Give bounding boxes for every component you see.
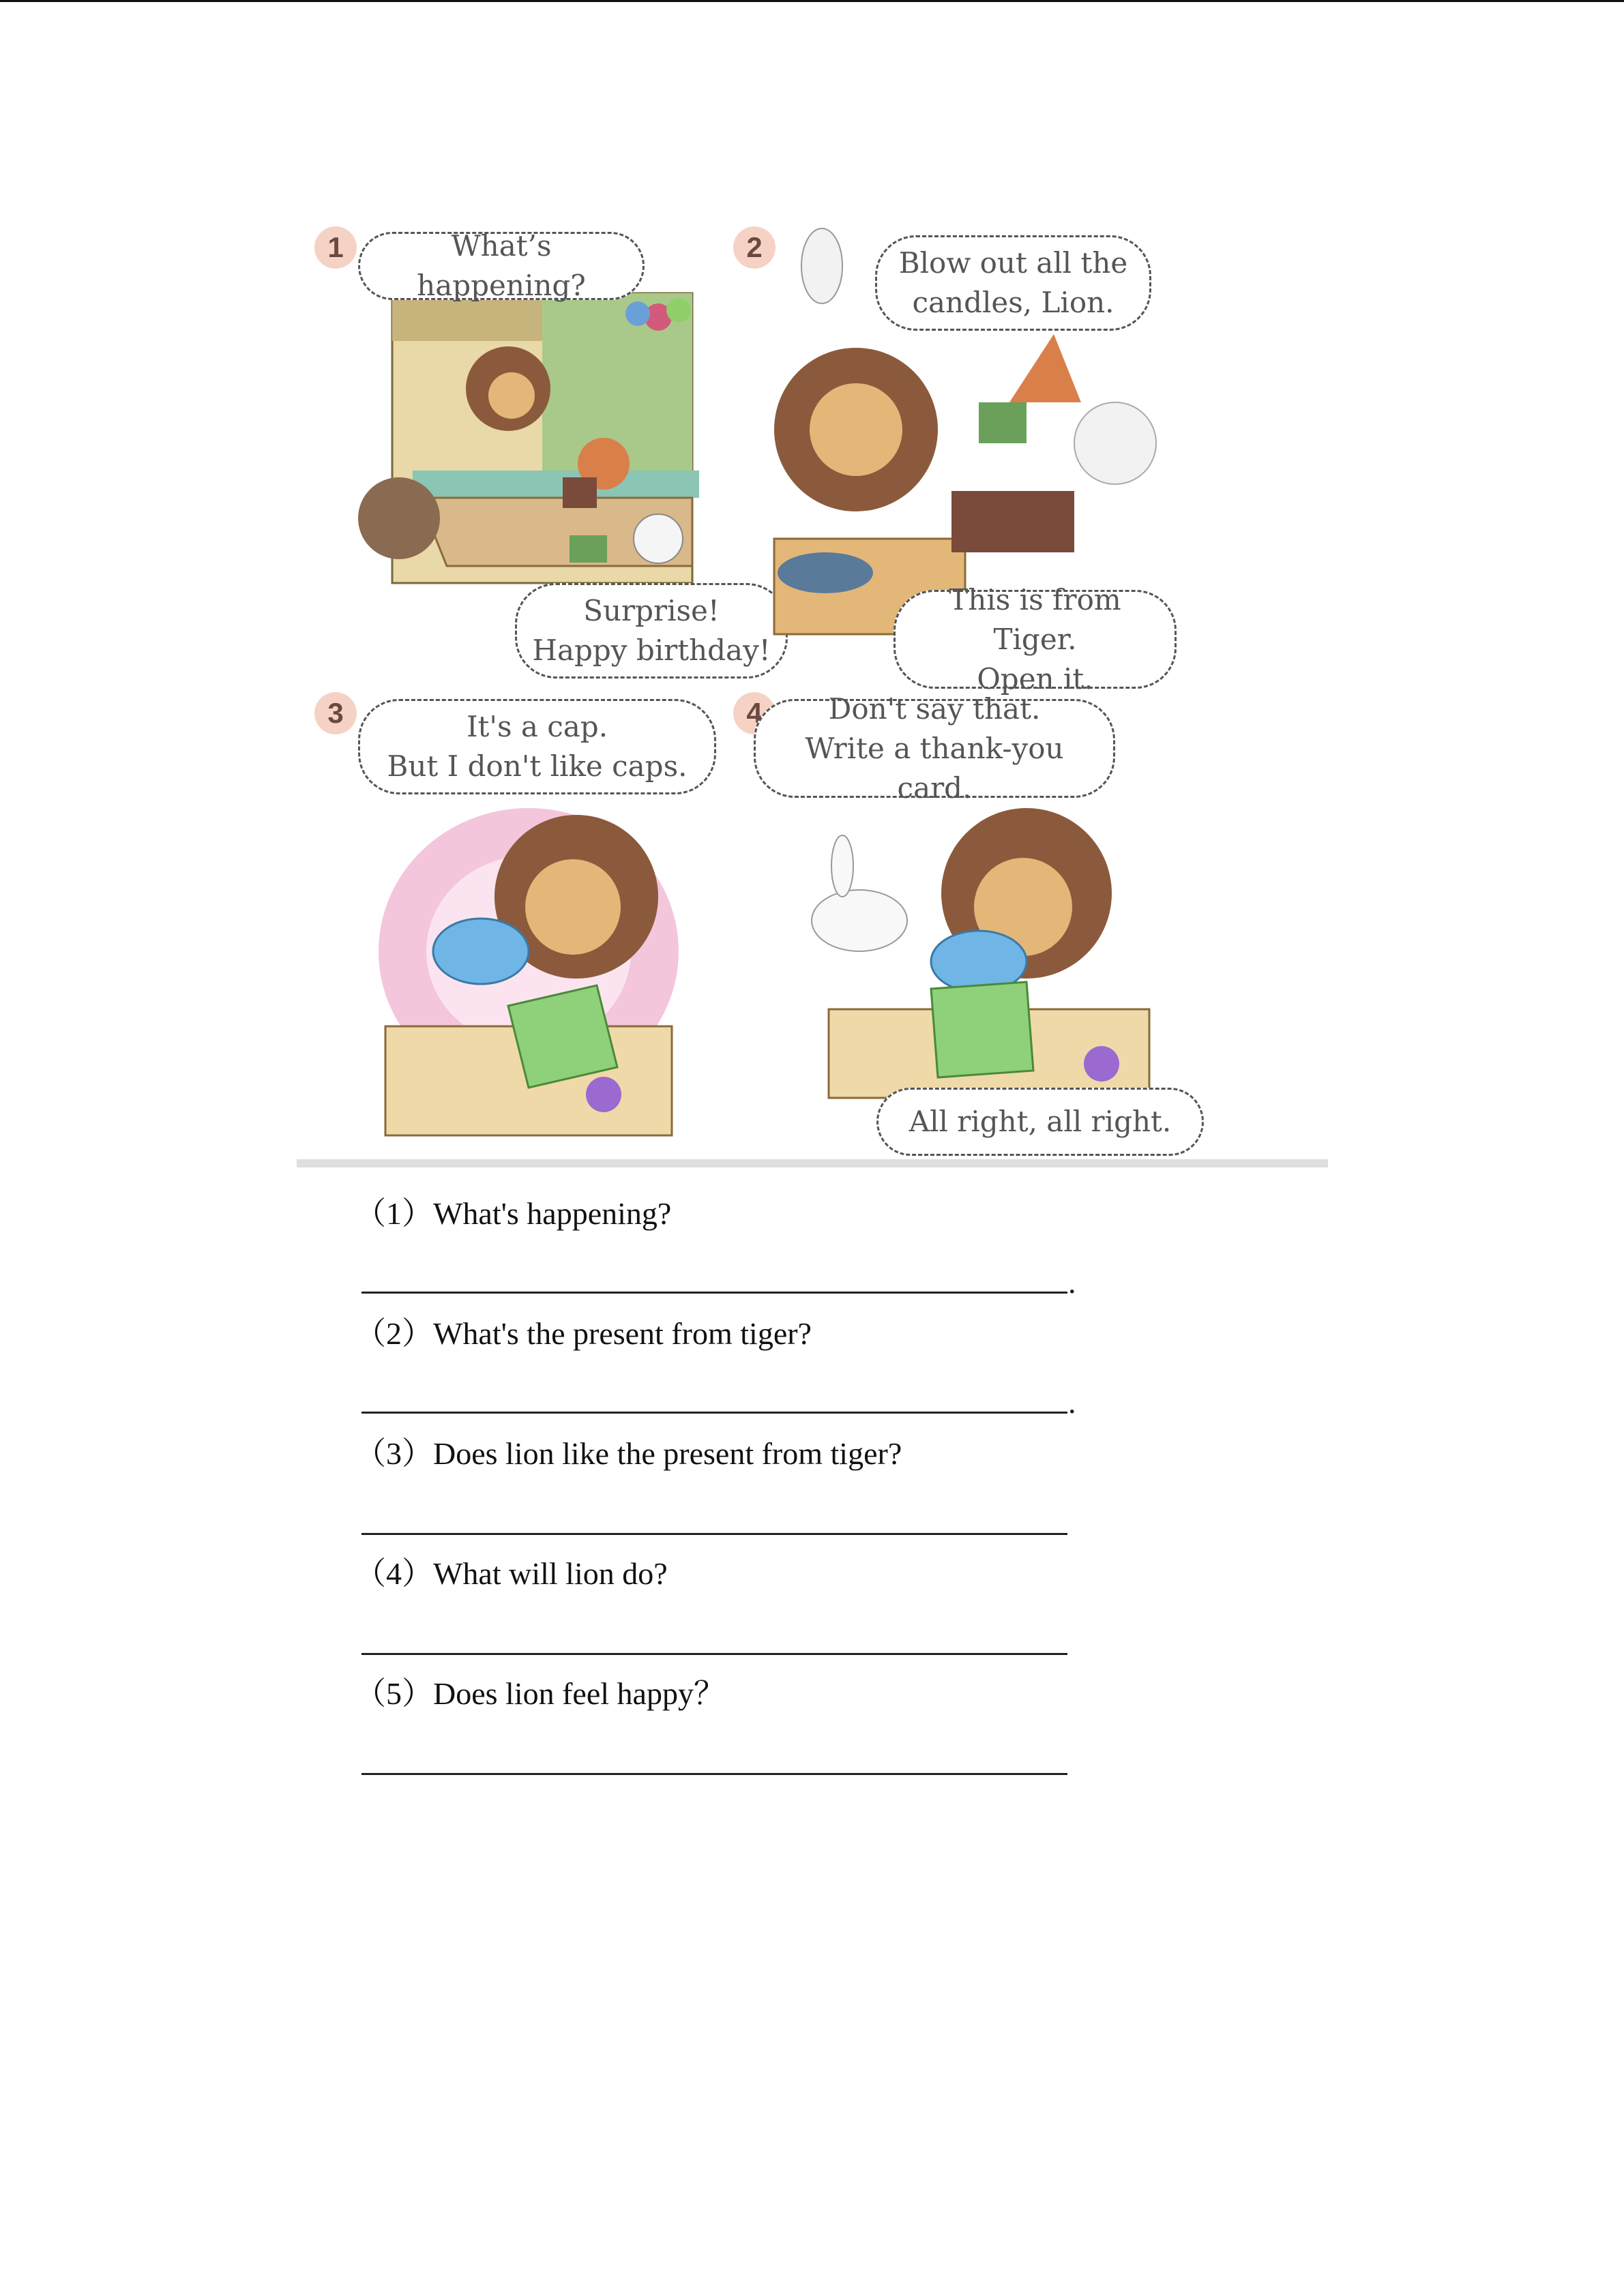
speech-bubble-all-right: All right, all right. <box>876 1088 1204 1156</box>
speech-bubble-blow-out-candles: Blow out all the candles, Lion. <box>875 235 1151 331</box>
speech-bubble-dont-say-that: Don't say that. Write a thank-you card. <box>754 699 1115 798</box>
comic-strip <box>310 218 1211 1159</box>
comic-panel-4 <box>733 692 1211 1156</box>
question-3: （3）Does lion like the present from tiger? <box>355 1436 902 1471</box>
answer-end-2: . <box>1068 1385 1076 1420</box>
speech-bubble-surprise: Surprise! Happy birthday! <box>515 583 788 679</box>
speech-bubble-whats-happening: What’s happening? <box>358 232 645 300</box>
panel-number-1: 1 <box>314 226 357 269</box>
comic-panel-3 <box>310 692 733 1156</box>
answer-line-2[interactable] <box>361 1412 1067 1414</box>
comic-panel-2 <box>733 218 1211 696</box>
answer-line-3[interactable] <box>361 1533 1067 1535</box>
lion-opening-cap-illustration <box>379 781 733 1149</box>
comic-bottom-divider <box>297 1159 1328 1167</box>
answer-line-1[interactable] <box>361 1292 1067 1294</box>
speech-bubble-its-a-cap: It's a cap. But I don't like caps. <box>358 699 716 794</box>
panel-number-3: 3 <box>314 692 357 734</box>
answer-line-5[interactable] <box>361 1773 1067 1775</box>
panel-number-2: 2 <box>733 226 776 269</box>
party-scene-illustration <box>338 293 706 586</box>
panel-number-4: 4 <box>733 692 776 734</box>
answer-line-4[interactable] <box>361 1653 1067 1655</box>
question-4: （4）What will lion do? <box>355 1556 668 1591</box>
answer-end-1: . <box>1068 1265 1076 1300</box>
page-top-border <box>0 0 1624 2</box>
question-1: （1）What's happening? <box>355 1196 672 1231</box>
speech-bubble-from-tiger: This is from Tiger. Open it. <box>894 590 1177 689</box>
lion-and-rabbit-illustration <box>801 784 1183 1125</box>
comic-panel-1 <box>310 218 771 682</box>
question-5: （5）Does lion feel happy？ <box>355 1676 725 1711</box>
question-2: （2）What's the present from tiger? <box>355 1316 812 1351</box>
